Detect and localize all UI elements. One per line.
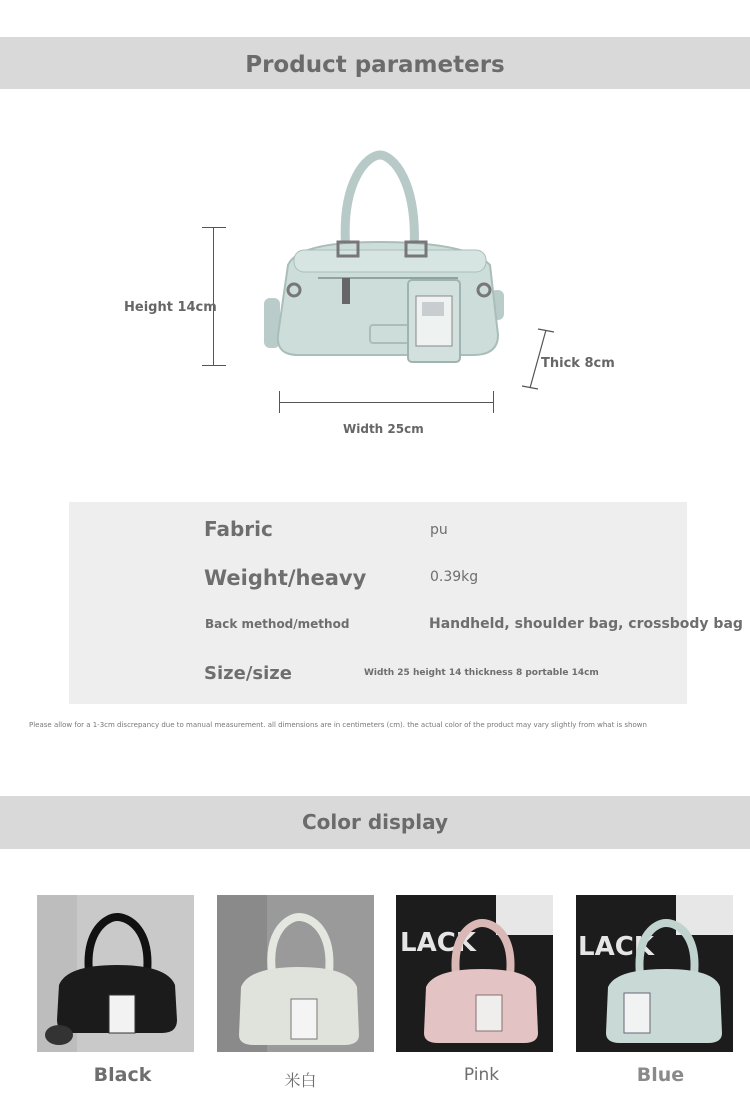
spec-table bbox=[69, 502, 743, 704]
svg-text:LACK: LACK bbox=[400, 928, 476, 958]
height-dimension-tick-bottom bbox=[202, 365, 226, 366]
spec-value-size: Width 25 height 14 thickness 8 portable 14cm bbox=[364, 668, 599, 678]
section-title: Product parameters bbox=[245, 52, 505, 78]
svg-text:LACK: LACK bbox=[578, 932, 654, 962]
width-dimension-tick-left bbox=[279, 391, 280, 413]
color-thumb-pink[interactable] bbox=[396, 895, 553, 1052]
width-dimension-line bbox=[279, 402, 494, 403]
spec-value-carry: Handheld, shoulder bag, crossbody bag bbox=[429, 616, 743, 632]
spec-key-carry: Back method/method bbox=[205, 617, 350, 631]
width-dimension-tick-right bbox=[493, 391, 494, 413]
height-dimension-tick-top bbox=[202, 227, 226, 228]
spec-key-size: Size/size bbox=[204, 663, 292, 684]
measurement-note: Please allow for a 1-3cm discrepancy due to manual measurement. all dimensions are in centimeters (cm). the actual color of the product may vary slightly from what is shown bbox=[29, 721, 647, 729]
color-thumb-cream[interactable] bbox=[217, 895, 374, 1052]
width-label: Width 25cm bbox=[343, 422, 424, 436]
color-label-blue: Blue bbox=[636, 1064, 685, 1086]
section-header-product-parameters bbox=[0, 37, 750, 89]
thick-label: Thick 8cm bbox=[541, 356, 615, 371]
height-label: Height 14cm bbox=[124, 300, 217, 315]
spec-value-weight: 0.39kg bbox=[430, 569, 479, 585]
spec-value-fabric: pu bbox=[430, 522, 448, 538]
color-thumb-black[interactable] bbox=[37, 895, 194, 1052]
spec-key-weight: Weight/heavy bbox=[204, 566, 367, 590]
section-header-color-display bbox=[0, 796, 750, 849]
product-image bbox=[258, 150, 518, 380]
spec-key-fabric: Fabric bbox=[204, 517, 273, 541]
color-label-black: Black bbox=[93, 1064, 152, 1086]
color-label-cream: 米白 bbox=[284, 1071, 317, 1090]
color-label-pink: Pink bbox=[463, 1065, 500, 1085]
color-thumb-blue[interactable] bbox=[576, 895, 733, 1052]
height-dimension-line bbox=[213, 227, 214, 365]
section-title: Color display bbox=[301, 810, 448, 834]
